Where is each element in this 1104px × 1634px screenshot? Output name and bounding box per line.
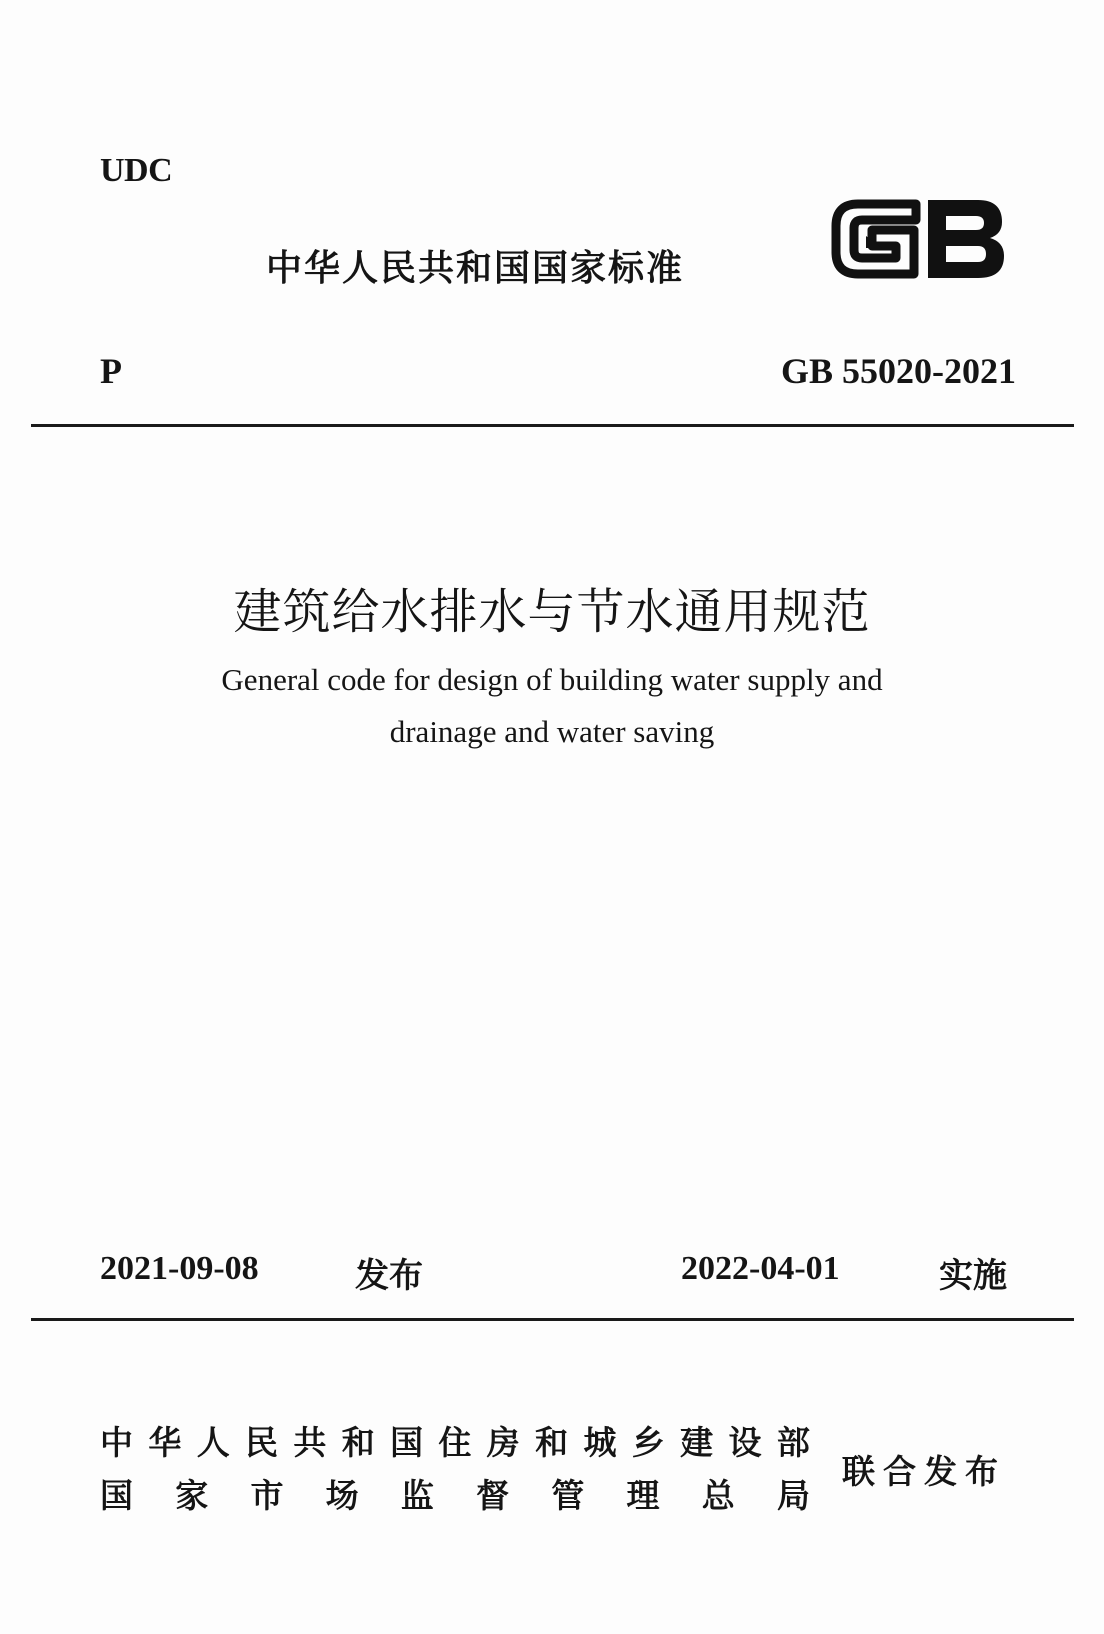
publisher-char: 民 [245,1423,279,1462]
publisher-char: 管 [551,1476,585,1515]
implementation-label: 实施 [939,1256,1007,1296]
publisher-char: 局 [776,1476,810,1515]
publisher-char: 理 [626,1476,660,1515]
publisher-char: 住 [438,1423,472,1462]
title-chinese: 建筑给水排水与节水通用规范 [233,586,871,639]
publisher-char: 房 [486,1423,520,1462]
publisher-char: 场 [325,1476,359,1515]
bottom-divider [31,1318,1074,1321]
publisher-char: 国 [100,1476,133,1515]
national-standard-heading: 中华人民共和国国家标准 [266,248,685,289]
publisher-char: 共 [293,1423,327,1462]
publisher-char: 人 [196,1423,230,1462]
implementation-date: 2022-04-01 [681,1250,840,1287]
title-english-line-1: General code for design of building water supply and [221,662,883,697]
publisher-char: 设 [728,1423,762,1462]
joint-release-label: 联合发布 [842,1452,1006,1491]
publisher-char: 部 [776,1423,810,1462]
publisher-char: 家 [175,1476,209,1515]
publisher-char: 和 [535,1423,569,1462]
gb-logo [828,190,1010,288]
publisher-char: 监 [400,1476,434,1515]
publisher-char: 督 [476,1476,510,1515]
top-divider [31,424,1074,427]
publisher-char: 中 [100,1423,133,1462]
title-english-line-2: drainage and water saving [389,714,715,749]
title-english [100,654,1004,758]
publisher-char: 城 [583,1423,617,1462]
publisher-line-1 [100,1417,810,1464]
publisher-char: 建 [680,1423,714,1462]
publisher-char: 市 [250,1476,284,1515]
issue-date: 2021-09-08 [100,1250,259,1287]
publisher-char: 总 [701,1476,735,1515]
publisher-char: 乡 [631,1423,665,1462]
issue-label: 发布 [355,1256,423,1296]
publisher-char: 国 [390,1423,424,1462]
publisher-char: 华 [148,1423,182,1462]
publisher-line-2 [100,1470,810,1517]
standard-number: GB 55020-2021 [780,351,1016,391]
category-code: P [100,351,122,391]
publisher-char: 和 [341,1423,375,1462]
udc-label: UDC [100,152,173,189]
